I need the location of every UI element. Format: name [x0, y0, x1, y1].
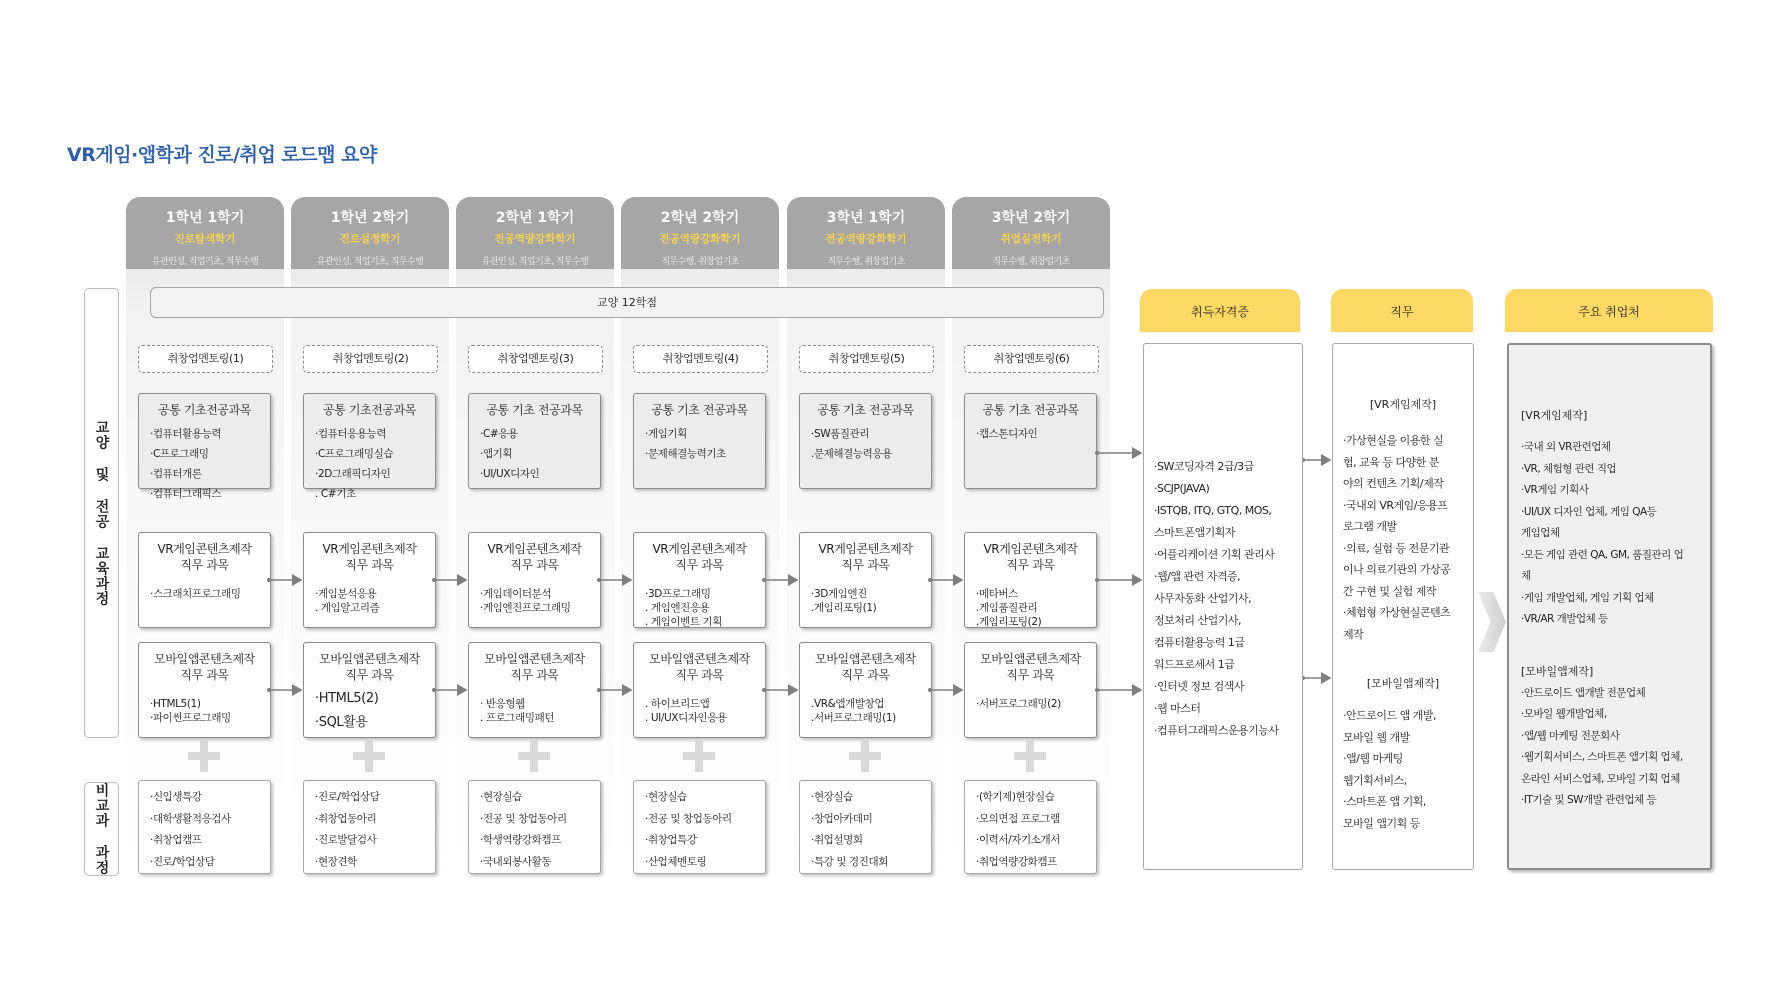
common-core-item: ·C프로그래밍 [150, 448, 209, 460]
mobile-course-list [304, 687, 435, 735]
extracurricular-item: ·이력서/자기소개서 [976, 834, 1061, 846]
common-core-title: 공통 기초 전공과목 [817, 403, 914, 417]
extracurricular-item: ·대학생활적응검사 [150, 812, 231, 825]
cert-item: 워드프로세서 1급 [1154, 658, 1235, 671]
mobile-course-item: .서버프로그래밍(1) [811, 712, 896, 724]
extracurricular-item: ·현장견학 [315, 855, 357, 868]
semester-name: 2학년 1학기 [495, 210, 575, 226]
plus-icon [683, 740, 715, 772]
vr-course-title: VR게임콘텐츠제작 [652, 542, 747, 556]
semester-stage: 전공역량강화학기 [825, 233, 907, 245]
common-core-box [303, 393, 436, 500]
cert-item: ·컴퓨터그래픽스운용기능사 [1154, 724, 1279, 737]
vr-course-item: ·3D프로그래밍 [645, 588, 711, 600]
mentoring-box: 취창업멘토링(6) [964, 345, 1099, 373]
mobile-course-item: ·SQL활용 [315, 715, 368, 730]
mentoring-box: 취창업멘토링(4) [633, 345, 768, 373]
duty-vr-item: 로그램 개발 [1343, 520, 1397, 533]
duty-vr-item: 험, 교육 등 다양한 분 [1343, 455, 1439, 469]
vr-course-item: . 게임엔진응용 [645, 602, 710, 614]
semester-competencies: 직무수행, 취창업기초 [992, 257, 1070, 267]
duty-mobile-list [1333, 705, 1473, 834]
vr-course-item: ·게임데이터분석 [480, 588, 552, 600]
extracurricular-item: ·국내외봉사활동 [480, 855, 552, 868]
mobile-course-box [303, 642, 436, 738]
mobile-course-item: · 반응형웹 [480, 698, 525, 710]
extracurricular-item: ·모의면접 프로그램 [976, 812, 1060, 825]
mobile-course-subtitle: 직무 과목 [180, 668, 229, 682]
extracurricular-box [138, 780, 271, 874]
cert-item: 스마트폰앱기획자 [1154, 526, 1236, 539]
extracurricular-item: ·진로/학업상담 [315, 791, 380, 803]
vr-course-box [964, 532, 1097, 628]
side-label-extra [84, 782, 119, 876]
mobile-course-subtitle: 직무 과목 [510, 668, 559, 682]
extracurricular-list [469, 787, 600, 873]
common-core-item: ·컴퓨터활용능력 [150, 428, 222, 440]
extracurricular-item: ·전공 및 창업동아리 [645, 812, 732, 825]
common-core-item: ·문제해결능력기초 [645, 448, 726, 460]
employers-header: 주요 취업처 [1505, 289, 1713, 332]
mobile-course-item: . 하이브리드앱 [645, 698, 710, 710]
mobile-course-list [965, 697, 1096, 711]
employers-vr-heading: [VR게임제작] [1521, 409, 1588, 422]
common-core-item: ·앱기획 [480, 448, 513, 460]
cert-item: 정보처리 산업기사, [1154, 614, 1242, 627]
extracurricular-box [303, 780, 436, 874]
extracurricular-item: ·취창업캠프 [150, 834, 202, 846]
mobile-course-box [633, 642, 766, 738]
mobile-course-list [800, 697, 931, 725]
vr-course-item: .게임리포팅(1) [811, 602, 877, 614]
mobile-course-subtitle: 직무 과목 [841, 668, 890, 682]
vr-course-title: VR게임콘텐츠제작 [157, 542, 252, 556]
common-core-list [469, 424, 600, 484]
vr-course-title: VR게임콘텐츠제작 [322, 542, 417, 556]
extracurricular-item: ·취업역량강화캠프 [976, 855, 1057, 868]
plus-icon [849, 740, 881, 772]
employer-vr-item: 게임업체 [1521, 527, 1560, 539]
semester-competencies: 직무수행, 취창업기초 [661, 257, 739, 267]
employer-vr-item: ·UI/UX 디자인 업체, 게임 QA등 [1521, 505, 1657, 518]
vr-course-list [304, 587, 435, 615]
general-education-bar: 교양 12학점 [150, 287, 1104, 318]
vr-course-item: ·게임분석응용 [315, 588, 377, 600]
extracurricular-item: ·현장실습 [811, 791, 853, 803]
duties-panel [1332, 343, 1474, 870]
cert-item: ·인터넷 정보 검색사 [1154, 680, 1244, 693]
mobile-course-box [799, 642, 932, 738]
vr-course-box [633, 532, 766, 628]
common-core-item: ·캡스톤디자인 [976, 428, 1038, 440]
semester-name: 3학년 2학기 [991, 210, 1071, 226]
cert-item: ·어플리케이션 기획 관리사 [1154, 548, 1275, 561]
duty-mobile-item: ·스마트폰 앱 기획, [1343, 795, 1426, 808]
semester-header [787, 197, 945, 269]
semester-header [456, 197, 614, 269]
employer-vr-item: ·VR, 체험형 관련 직업 [1521, 462, 1617, 475]
extracurricular-item: ·신입생특강 [150, 791, 202, 803]
vr-course-box [138, 532, 271, 628]
extracurricular-item: ·현장실습 [645, 791, 687, 803]
extracurricular-item: ·취업설명회 [811, 834, 863, 846]
vr-course-box [468, 532, 601, 628]
mobile-course-title: 모바일앱콘텐츠제작 [154, 652, 255, 666]
extracurricular-item: ·취창업특강 [645, 834, 697, 846]
vr-course-item: .게임리포팅(2) [976, 616, 1042, 628]
common-core-item: ·2D그래픽디자인 [315, 468, 391, 480]
common-core-item: ·게임기획 [645, 428, 687, 440]
plus-icon [518, 740, 550, 772]
semester-competencies: 유관인성, 직업기초, 직무수행 [151, 257, 259, 267]
duty-vr-item: ·의료, 실험 등 전문기관 [1343, 541, 1450, 555]
mentoring-box: 취창업멘토링(2) [303, 345, 438, 373]
vr-course-title: VR게임콘텐츠제작 [818, 542, 913, 556]
plus-icon [188, 740, 220, 772]
extracurricular-box [799, 780, 932, 874]
mobile-course-item: ·HTML5(1) [150, 698, 201, 710]
employer-mobile-item: ·모바일 웹개발업체, [1521, 708, 1607, 720]
extracurricular-box [964, 780, 1097, 874]
vr-course-list [139, 587, 270, 601]
mobile-course-box [468, 642, 601, 738]
employer-vr-item: ·국내 외 VR관련업체 [1521, 441, 1611, 453]
extracurricular-item: ·창업아카데미 [811, 812, 873, 825]
employer-vr-item: ·VR게임 기획사 [1521, 484, 1589, 496]
common-core-box [633, 393, 766, 489]
common-core-item: ·컴퓨터응용능력 [315, 428, 387, 440]
semester-stage: 전공역량강화학기 [659, 233, 741, 245]
mobile-course-item: ·서버프로그래밍(2) [976, 698, 1061, 710]
plus-icon [1014, 740, 1046, 772]
common-core-list [139, 424, 270, 504]
semester-header [952, 197, 1110, 269]
semester-stage: 진로탐색학기 [174, 233, 236, 245]
semester-stage: 취업실전학기 [1000, 233, 1062, 245]
vr-course-subtitle: 직무 과목 [180, 558, 229, 572]
extracurricular-list [634, 787, 765, 873]
common-core-list [965, 424, 1096, 444]
vr-course-item: ·3D게임엔진 [811, 588, 867, 600]
mobile-course-title: 모바일앱콘텐츠제작 [815, 652, 916, 666]
duty-vr-item: 간 구현 및 실험 제작 [1343, 584, 1436, 598]
employer-mobile-item: ·안드로이드 앱개발 전문업체 [1521, 686, 1646, 699]
employer-mobile-list [1509, 683, 1710, 812]
common-core-title: 공통 기초전공과목 [323, 403, 416, 417]
common-core-box [799, 393, 932, 489]
duty-vr-item: 이나 의료기관의 가상공 [1343, 563, 1451, 576]
mentoring-box: 취창업멘토링(3) [468, 345, 603, 373]
vr-course-box [303, 532, 436, 628]
page-title: VR게임·앱학과 진로/취업 로드맵 요약 [67, 144, 377, 166]
extracurricular-item: ·진로/학업상담 [150, 855, 215, 868]
common-core-item: ·컴퓨터개론 [150, 468, 202, 480]
extracurricular-box [468, 780, 601, 874]
vr-course-item: ·메타버스 [976, 588, 1018, 600]
cert-list [1144, 456, 1302, 742]
common-core-box [964, 393, 1097, 489]
semester-competencies: 유관인성, 직업기초, 직무수행 [481, 257, 589, 267]
employer-vr-item: ·게임 개발업체, 게임 기획 업체 [1521, 591, 1654, 604]
common-core-title: 공통 기초 전공과목 [651, 403, 748, 417]
mobile-course-subtitle: 직무 과목 [675, 668, 724, 682]
vr-course-item: ·게임엔진프로그래밍 [480, 602, 571, 614]
duty-vr-item: ·체험형 가상현실콘텐츠 [1343, 606, 1451, 619]
common-core-box [468, 393, 601, 489]
semester-competencies: 유관인성, 직업기초, 직무수행 [316, 257, 424, 267]
mobile-course-item: . UI/UX디자인응용 [645, 712, 727, 724]
vr-course-title: VR게임콘텐츠제작 [983, 542, 1078, 556]
mobile-course-title: 모바일앱콘텐츠제작 [649, 652, 750, 666]
duty-mobile-item: 웹기획서비스, [1343, 773, 1407, 787]
vr-course-subtitle: 직무 과목 [510, 558, 559, 572]
semester-stage: 진로설정학기 [339, 233, 401, 245]
plus-icon [353, 740, 385, 772]
extracurricular-list [800, 787, 931, 873]
common-core-list [634, 424, 765, 464]
duty-vr-item: 야의 컨텐츠 기획/제작 [1343, 477, 1444, 490]
semester-competencies: 직무수행, 취창업기초 [827, 257, 905, 267]
common-core-item: .문제해결능력응용 [811, 448, 892, 460]
side-label-extra-text: 비교과 과정 [93, 783, 110, 875]
vr-course-item: . 게임이벤트 기획 [645, 616, 723, 628]
duty-mobile-item: 모바일 웹 개발 [1343, 730, 1410, 744]
mentoring-box: 취창업멘토링(5) [799, 345, 934, 373]
duty-mobile-item: 모바일 앱기획 등 [1343, 816, 1420, 830]
extracurricular-list [139, 787, 270, 873]
mobile-course-item: . 프로그래밍패턴 [480, 712, 555, 724]
common-core-list [800, 424, 931, 464]
semester-stage: 전공역량강화학기 [494, 233, 576, 245]
duties-header: 직무 [1331, 289, 1473, 332]
cert-item: 컴퓨터활용능력 1급 [1154, 636, 1245, 649]
semester-header [126, 197, 284, 269]
employer-vr-list [1509, 437, 1710, 631]
cert-item: ·웹 마스터 [1154, 702, 1201, 715]
extracurricular-item: ·산업체멘토링 [645, 855, 707, 868]
extracurricular-item: ·(학기제)현장실습 [976, 791, 1055, 803]
common-core-item: ·C#응용 [480, 428, 518, 440]
common-core-title: 공통 기초전공과목 [158, 403, 251, 417]
semester-name: 1학년 2학기 [330, 210, 410, 226]
mobile-course-title: 모바일앱콘텐츠제작 [484, 652, 585, 666]
employer-mobile-item: ·앱/웹 마케팅 전문회사 [1521, 729, 1620, 742]
cert-item: ·SW코딩자격 2급/3급 [1154, 460, 1254, 473]
employers-panel [1507, 343, 1712, 870]
certs-panel [1143, 343, 1303, 870]
mobile-course-list [139, 697, 270, 725]
mobile-course-item: ·HTML5(2) [315, 691, 379, 706]
extracurricular-box [633, 780, 766, 874]
extracurricular-list [304, 787, 435, 873]
vr-course-box [799, 532, 932, 628]
extracurricular-item: ·현장실습 [480, 791, 522, 803]
duty-vr-list [1333, 430, 1473, 645]
duty-vr-item: 제작 [1343, 627, 1364, 641]
semester-name: 1학년 1학기 [165, 210, 245, 226]
mobile-course-item: ·파이썬프로그래밍 [150, 712, 231, 724]
employer-mobile-item: ·웹기획서비스, 스마트폰 앱기획 업체, [1521, 751, 1683, 763]
cert-item: 사무자동화 산업기사, [1154, 592, 1252, 605]
extracurricular-item: ·진로발달검사 [315, 834, 377, 846]
semester-name: 3학년 1학기 [826, 210, 906, 226]
chevron-arrow-icon [1478, 592, 1506, 652]
common-core-item: ·UI/UX디자인 [480, 468, 540, 480]
mobile-course-subtitle: 직무 과목 [345, 668, 394, 682]
mobile-course-box [138, 642, 271, 738]
vr-course-list [469, 587, 600, 615]
duty-vr-item: ·국내외 VR게임/응용프 [1343, 498, 1448, 512]
vr-course-item: .게임품질관리 [976, 602, 1038, 614]
semester-header [291, 197, 449, 269]
common-core-item: . C#기초 [315, 488, 356, 500]
vr-course-subtitle: 직무 과목 [841, 558, 890, 572]
vr-course-title: VR게임콘텐츠제작 [487, 542, 582, 556]
common-core-box [138, 393, 271, 500]
vr-course-list [634, 587, 765, 629]
duties-mobile-heading: [모바일앱제작] [1366, 677, 1440, 690]
mobile-course-title: 모바일앱콘텐츠제작 [319, 652, 420, 666]
cert-item: ·웹/앱 관련 자격증, [1154, 570, 1241, 583]
employer-vr-item: ·모든 게임 관련 QA, GM, 품질관리 업 [1521, 548, 1684, 561]
common-core-title: 공통 기초 전공과목 [486, 403, 583, 417]
vr-course-subtitle: 직무 과목 [675, 558, 724, 572]
common-core-title: 공통 기초 전공과목 [982, 403, 1079, 417]
certs-header: 취득자격증 [1140, 289, 1300, 332]
mobile-course-box [964, 642, 1097, 738]
employer-vr-item: ·VR/AR 개발업체 등 [1521, 613, 1608, 625]
employer-mobile-item: 온라인 서비스업체, 모바일 기획 업체 [1521, 772, 1680, 785]
vr-course-subtitle: 직무 과목 [345, 558, 394, 572]
duties-vr-heading: [VR게임제작] [1369, 398, 1437, 411]
semester-header [621, 197, 779, 269]
extracurricular-item: ·취창업동아리 [315, 812, 377, 825]
vr-course-list [965, 587, 1096, 629]
mobile-course-title: 모바일앱콘텐츠제작 [980, 652, 1081, 666]
mobile-course-subtitle: 직무 과목 [1006, 668, 1055, 682]
vr-course-list [800, 587, 931, 615]
vr-course-subtitle: 직무 과목 [1006, 558, 1055, 572]
common-core-item: ·컴퓨터그래픽스 [150, 488, 222, 500]
extracurricular-item: ·특강 및 경진대회 [811, 855, 889, 868]
mobile-course-list [469, 697, 600, 725]
employer-mobile-item: ·IT기술 및 SW개발 관련업체 등 [1521, 794, 1657, 806]
mobile-course-item: .VR&앱개발창업 [811, 698, 885, 710]
common-core-list [304, 424, 435, 504]
vr-course-item: ·스크래치프로그래밍 [150, 588, 241, 600]
extracurricular-item: ·학생역량강화캠프 [480, 834, 561, 846]
employer-vr-item: 체 [1521, 570, 1531, 582]
common-core-item: ·SW품질관리 [811, 428, 870, 440]
extracurricular-list [965, 787, 1096, 873]
extracurricular-item: ·전공 및 창업동아리 [480, 812, 567, 825]
mentoring-box: 취창업멘토링(1) [138, 345, 273, 373]
semester-name: 2학년 2학기 [660, 210, 740, 226]
side-label-curriculum-text: 교양 및 전공 교육과정 [93, 420, 110, 606]
mobile-course-list [634, 697, 765, 725]
common-core-item: ·C프로그래밍실습 [315, 448, 394, 460]
cert-item: ·ISTQB, ITQ, GTQ, MOS, [1154, 504, 1272, 517]
vr-course-item: . 게임알고리즘 [315, 602, 380, 614]
employers-mobile-heading: [모바일앱제작] [1521, 664, 1594, 678]
side-label-curriculum [84, 288, 119, 738]
duty-vr-item: ·가상현실을 이용한 실 [1343, 434, 1444, 447]
duty-mobile-item: ·앱/웹 마케팅 [1343, 752, 1403, 765]
cert-item: ·SCJP(JAVA) [1154, 482, 1210, 495]
duty-mobile-item: ·안드로이드 앱 개발, [1343, 709, 1436, 722]
